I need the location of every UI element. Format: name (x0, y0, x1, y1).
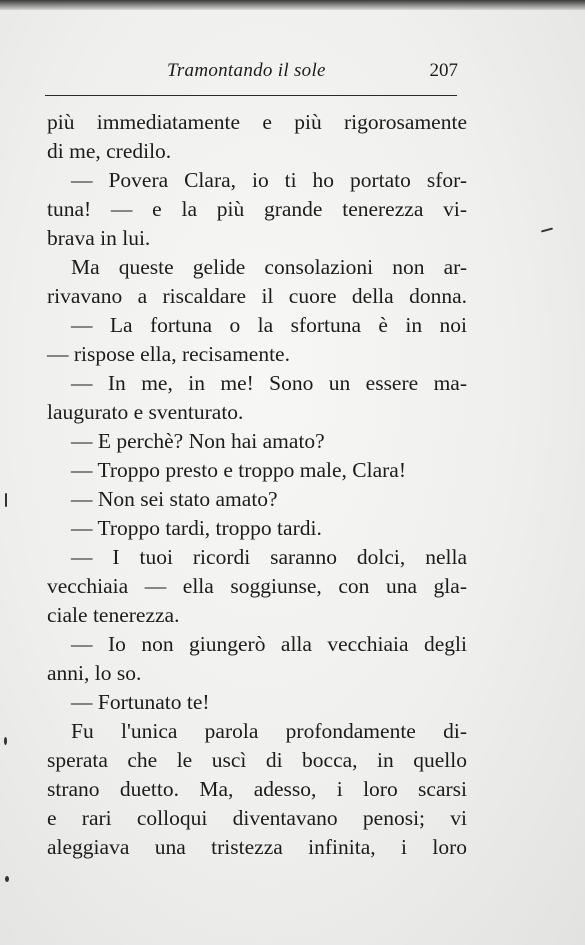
text-line: sperata che le uscì di bocca, in quello (47, 748, 467, 772)
text-line: — rispose ella, recisamente. (47, 342, 290, 366)
body-text (47, 108, 467, 862)
header-rule (45, 95, 457, 96)
text-line: — Io non giungerò alla vecchiaia degli (71, 632, 467, 656)
text-line: — Povera Clara, io ti ho portato sfor- (71, 168, 467, 192)
text-line: Fu l'unica parola profondamente di- (71, 719, 467, 743)
scan-speck (541, 227, 553, 232)
text-line: vecchiaia — ella soggiunse, con una gla- (47, 574, 467, 598)
scan-top-edge (0, 0, 585, 10)
running-title: Tramontando il sole (167, 60, 326, 81)
text-line: tuna! — e la più grande tenerezza vi- (47, 197, 467, 221)
scan-speck (5, 876, 9, 882)
text-line: e rari colloqui diventavano penosi; vi (47, 806, 467, 830)
text-line: — I tuoi ricordi saranno dolci, nella (71, 545, 467, 569)
text-line: — Non sei stato amato? (71, 487, 278, 511)
scan-speck (4, 737, 7, 745)
text-line: — In me, in me! Sono un essere ma- (71, 371, 467, 395)
text-line: più immediatamente e più rigorosamente (47, 110, 467, 134)
text-line: Ma queste gelide consolazioni non ar- (71, 255, 467, 279)
text-line: brava in lui. (47, 226, 151, 250)
text-line: — Fortunato te! (71, 690, 210, 714)
text-line: — E perchè? Non hai amato? (71, 429, 325, 453)
text-line: — Troppo tardi, troppo tardi. (71, 516, 322, 540)
text-line: — Troppo presto e troppo male, Clara! (71, 458, 406, 482)
page-number: 207 (429, 60, 458, 81)
scan-speck (5, 493, 7, 507)
page-header (40, 58, 458, 88)
text-line: di me, credilo. (47, 139, 172, 163)
text-line: laugurato e sventurato. (47, 400, 244, 424)
text-line: rivavano a riscaldare il cuore della donna. (47, 284, 467, 308)
text-line: aleggiava una tristezza infinita, i loro (47, 835, 467, 859)
text-line: ciale tenerezza. (47, 603, 180, 627)
text-line: anni, lo so. (47, 661, 142, 685)
text-line: — La fortuna o la sfortuna è in noi (71, 313, 467, 337)
text-line: strano duetto. Ma, adesso, i loro scarsi (47, 777, 467, 801)
